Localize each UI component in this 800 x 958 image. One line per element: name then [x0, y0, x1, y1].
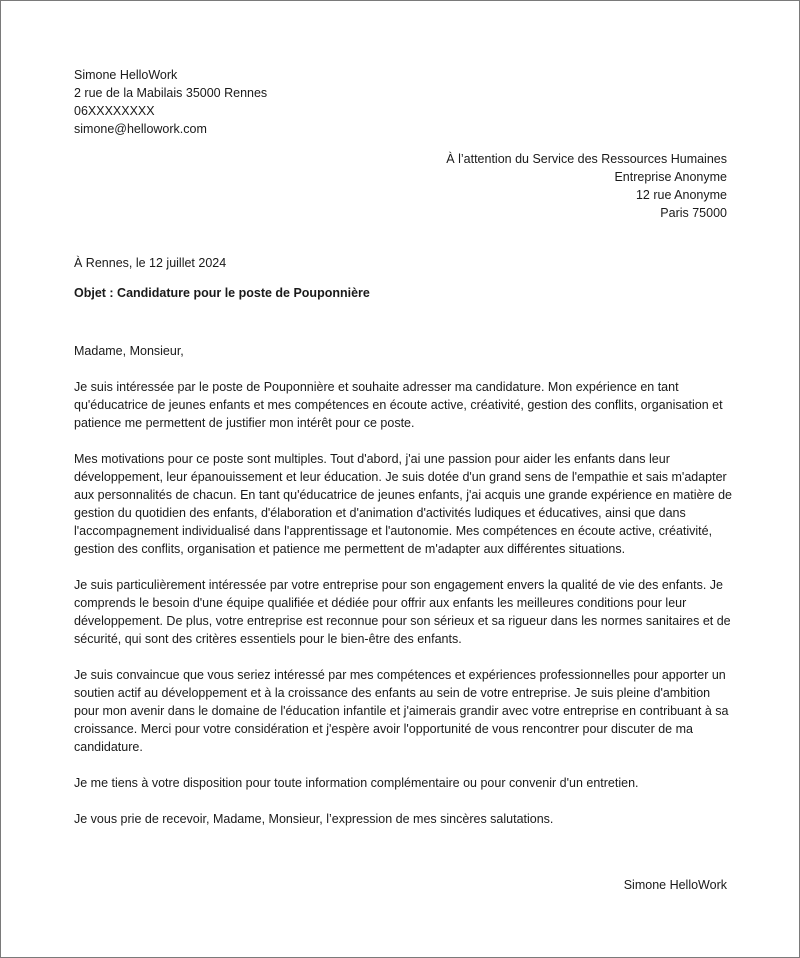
recipient-attention: À l’attention du Service des Ressources Humaines	[446, 152, 727, 166]
sender-block	[74, 66, 267, 138]
recipient-block	[446, 150, 727, 222]
paragraph-closing: Je vous prie de recevoir, Madame, Monsieur, l’expression de mes sincères salutations.	[74, 812, 554, 826]
sender-name: Simone HelloWork	[74, 68, 178, 82]
sender-email: simone@hellowork.com	[74, 122, 207, 136]
recipient-city: Paris 75000	[660, 206, 727, 220]
recipient-company: Entreprise Anonyme	[614, 170, 727, 184]
paragraph-company-interest: Je suis particulièrement intéressée par votre entreprise pour son engagement envers la qualité de vie des enfants. Je comprends le besoin d'une équipe qualifiée et dédiée pour offrir aux enfants les meilleures conditions pour leur développement. De plus, votre entreprise est reconnue pour son sérieux et sa rigueur dans les normes sanitaires et de sécurité, qui sont des critères essentiels pour le bien-être des enfants.	[74, 578, 731, 646]
letter-body	[74, 342, 734, 846]
paragraph-conviction: Je suis convaincue que vous seriez intéressé par mes compétences et expériences professionnelles pour apporter un soutien actif au développement et à la croissance des enfants au sein de votre entreprise. Je suis pleine d'ambition pour mon avenir dans le domaine de l'éducation infantile et j'aimerais grandir avec votre entreprise en contribuant à sa croissance. Merci pour votre considération et j'espère avoir l'opportunité de vous rencontrer pour discuter de ma candidature.	[74, 668, 729, 754]
paragraph-intro: Je suis intéressée par le poste de Pouponnière et souhaite adresser ma candidature. Mon expérience en tant qu'éducatrice de jeunes enfants et mes compétences en écoute active, créativité, gestion des conflits, organisation et patience me permettent de justifier mon intérêt pour ce poste.	[74, 380, 723, 430]
recipient-street: 12 rue Anonyme	[635, 188, 727, 202]
sender-phone: 06XXXXXXXX	[74, 104, 155, 118]
paragraph-motivations: Mes motivations pour ce poste sont multiples. Tout d'abord, j'ai une passion pour aider les enfants dans leur développement, leur épanouissement et leur éducation. Je suis dotée d'un grand sens de l'empathie et sais m'adapter aux personnalités de chacun. En tant qu'éducatrice de jeunes enfants, j'ai acquis une grande expérience en matière de gestion du quotidien des enfants, d'élaboration et d'animation d'activités ludiques et éducatives, ainsi que dans l'accompagnement individualisé dans l'apprentissage et l'autonomie. Mes compétences en écoute active, créativité, gestion des conflits, organisation et patience me permettent de m'adapter aux différentes situations.	[74, 452, 732, 556]
letter-date: À Rennes, le 12 juillet 2024	[74, 256, 227, 270]
sender-address: 2 rue de la Mabilais 35000 Rennes	[74, 86, 268, 100]
paragraph-availability: Je me tiens à votre disposition pour toute information complémentaire ou pour convenir d'un entretien.	[74, 776, 639, 790]
signature: Simone HelloWork	[623, 878, 727, 892]
letter-subject: Objet : Candidature pour le poste de Pouponnière	[74, 286, 370, 300]
salutation: Madame, Monsieur,	[74, 344, 184, 358]
